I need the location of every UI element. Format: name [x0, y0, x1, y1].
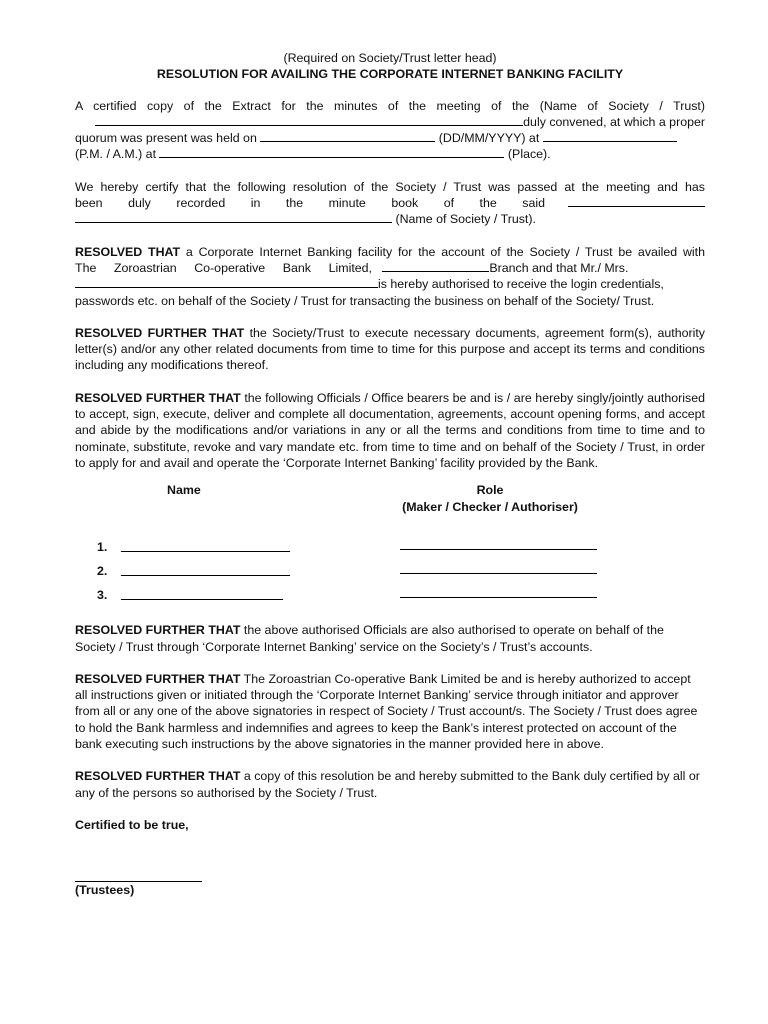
official-role-blank: [400, 549, 597, 550]
official-role-blank: [400, 597, 597, 598]
time-blank: [543, 130, 677, 142]
resolved-5-text: [75, 671, 705, 752]
row-number: 2.: [97, 564, 108, 579]
resolved-1-line-1: [75, 244, 705, 260]
resolved-1-line-3: [75, 276, 705, 292]
certified-true-label: Certified to be true,: [75, 817, 189, 832]
role-header-options: (Maker / Checker / Authoriser): [402, 499, 578, 514]
resolved-3-body: the following Officials / Office bearers be and is / are hereby singly/jointly authorised to accept, sign, execute, deliver and complete all documentation, agreements, account opening forms, and accept and abide by the modifications and/or variations in any or all the terms and conditions from time to time and to nominate, substitute, revoke and vary mandate etc. from time to time and on behalf of the Society / Trust, in order to apply for and avail and operate the ‘Corporate Internet Banking’ facility provided by the Bank.: [75, 390, 706, 470]
official-name-blank: [121, 551, 290, 552]
resolved-1-text-4: is hereby authorised to receive the login credentials,: [378, 277, 664, 292]
official-role-blank: [400, 573, 597, 574]
official-row-1: [75, 539, 705, 559]
official-row-3: [75, 587, 705, 607]
certify-recorded-text: been duly recorded in the minute book of the said: [75, 196, 545, 211]
resolved-1-text-1: a Corporate Internet Banking facility for the account of the Society / Trust be availed with: [185, 244, 705, 259]
row-number: 3.: [97, 588, 108, 603]
resolved-6-text: [75, 768, 705, 801]
resolved-2-text: [75, 325, 705, 374]
intro-line-4: [75, 146, 705, 162]
official-name-blank: [121, 575, 290, 576]
intro-line-1: A certified copy of the Extract for the minutes of the meeting of the (Name of Society / Trust): [75, 98, 705, 113]
certify-name-text: (Name of Society / Trust).: [395, 212, 536, 227]
resolved-2-body: the Society/Trust to execute necessary documents, agreement form(s), authority letter(s) and/or any other related documents from time to time for this purpose and accept its terms and conditions including any modifications thereof.: [75, 325, 705, 373]
officials-table-header: [75, 482, 705, 526]
intro-ampm-text: (P.M. / A.M.) at: [75, 147, 157, 162]
resolved-6-body: a copy of this resolution be and hereby submitted to the Bank duly certified by all or any of the persons so authorised by the Society / Trust.: [75, 769, 700, 800]
letterhead-note: (Required on Society/Trust letter head): [283, 51, 497, 65]
resolved-3-text: [75, 390, 705, 471]
resolution-document: [75, 50, 705, 899]
intro-line-3: [75, 130, 705, 146]
society-name-blank: [95, 114, 523, 126]
officials-table: [75, 539, 705, 625]
resolved-paragraph-6: [75, 768, 705, 801]
trustees-label: (Trustees): [75, 883, 135, 898]
certify-paragraph: [75, 179, 705, 228]
resolved-2-lead: RESOLVED FURTHER THAT: [75, 325, 245, 340]
date-blank: [260, 130, 435, 142]
resolved-paragraph-1: [75, 244, 705, 309]
resolved-paragraph-2: [75, 325, 705, 374]
document-title: RESOLUTION FOR AVAILING THE CORPORATE INTERNET BANKING FACILITY: [156, 67, 624, 82]
certify-blank-2: [75, 211, 392, 223]
role-column-header: [400, 482, 580, 515]
resolved-1-branch-text: Branch and that Mr./ Mrs.: [489, 260, 629, 275]
resolved-4-text: [75, 622, 705, 655]
authorised-person-blank: [75, 276, 378, 288]
intro-paragraph: [75, 98, 705, 163]
resolved-1-lead: RESOLVED THAT: [75, 244, 181, 259]
bank-name-text: The Zoroastrian Co-operative Bank Limited,: [75, 260, 372, 275]
trustees-signature-line: [75, 871, 202, 882]
resolved-3-lead: RESOLVED FURTHER THAT: [75, 390, 241, 405]
resolved-4-lead: RESOLVED FURTHER THAT: [75, 623, 241, 638]
intro-date-format: (DD/MM/YYYY) at: [438, 131, 540, 146]
official-name-blank: [121, 599, 283, 600]
certification-block: [75, 817, 705, 899]
resolved-4-body: the above authorised Officials are also authorised to operate on behalf of the Society / Trust through ‘Corporate Internet Banking’ service on the Society’s / Trust’s accounts.: [75, 623, 664, 654]
role-header-label: Role: [476, 483, 504, 498]
row-number: 1.: [97, 540, 108, 555]
intro-line-2: [75, 114, 705, 130]
certify-blank-1: [568, 195, 705, 207]
intro-held-text: quorum was present was held on: [75, 131, 257, 146]
resolved-paragraph-3: [75, 390, 705, 471]
official-row-2: [75, 563, 705, 583]
resolved-1-line-4: passwords etc. on behalf of the Society / Trust for transacting the business on behalf of the Society/ Trust.: [75, 293, 655, 308]
name-column-header: Name: [167, 483, 201, 498]
intro-place-text: (Place).: [507, 147, 551, 162]
resolved-6-lead: RESOLVED FURTHER THAT: [75, 769, 241, 784]
intro-convened-text: duly convened, at which a proper: [523, 114, 705, 129]
branch-blank: [382, 260, 489, 272]
resolved-paragraph-5: [75, 671, 705, 752]
place-blank: [159, 146, 504, 158]
certify-line-3: [75, 211, 705, 227]
resolved-paragraph-4: [75, 622, 705, 655]
resolved-5-lead: RESOLVED FURTHER THAT: [75, 671, 241, 686]
resolved-1-line-2: [75, 260, 705, 276]
certify-line-1: We hereby certify that the following resolution of the Society / Trust was passed at the meeting and has: [75, 179, 705, 194]
resolved-5-body: The Zoroastrian Co-operative Bank Limited be and is hereby authorized to accept all instructions given or initiated through the ‘Corporate Internet Banking’ service through initiator and approver from all or any one of the above signatories in respect of Society / Trust account/s. The Society / Trust does agree to hold the Bank harmless and indemnifies and agrees to keep the Bank’s interest protected on account of the bank executing such instructions by the above signatories in the manner provided here in above.: [75, 671, 698, 752]
certify-line-2: [75, 195, 705, 211]
